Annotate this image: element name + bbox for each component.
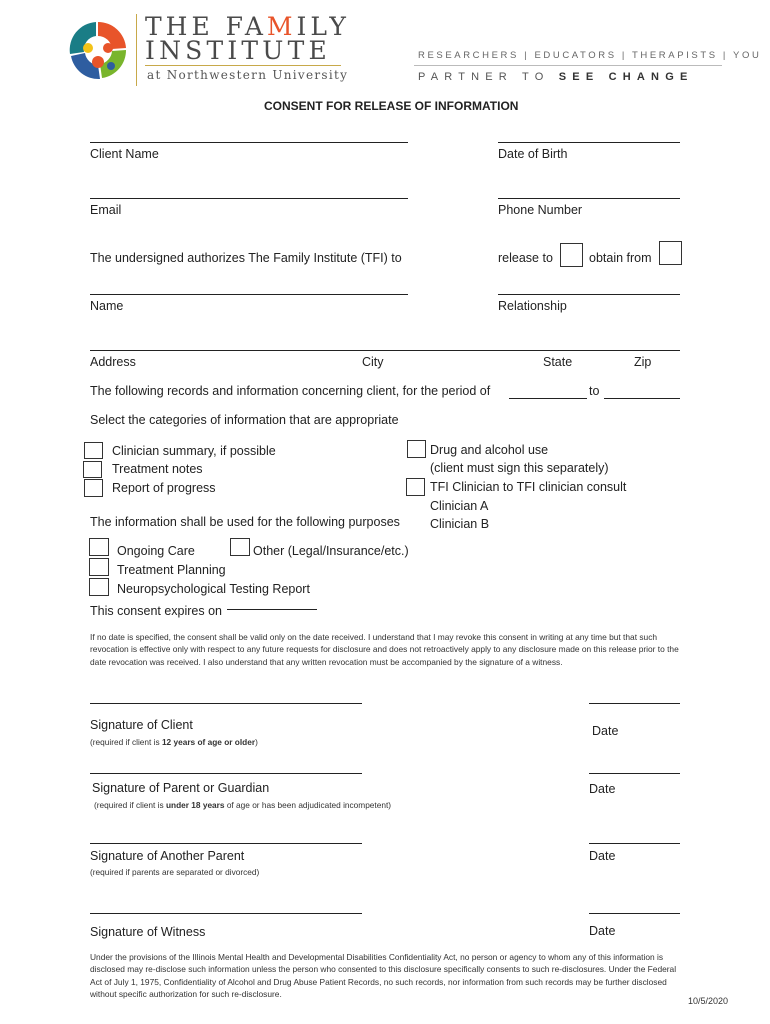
client-name-field[interactable] bbox=[90, 142, 408, 143]
period-to-field[interactable] bbox=[604, 398, 680, 399]
witness-date-label: Date bbox=[589, 924, 616, 938]
period-to-label: to bbox=[589, 384, 600, 398]
guardian-signature-label: Signature of Parent or Guardian bbox=[92, 781, 270, 795]
treatment-planning-label: Treatment Planning bbox=[117, 563, 226, 577]
logo-title-line2: INSTITUTE bbox=[145, 36, 331, 65]
clinician-a-label: Clinician A bbox=[430, 499, 489, 513]
client-signature-note: (required if client is 12 years of age or older) bbox=[90, 737, 258, 747]
obtain-from-label: obtain from bbox=[589, 251, 652, 265]
drug-alcohol-checkbox[interactable] bbox=[407, 440, 426, 458]
other-parent-signature-field[interactable] bbox=[90, 843, 362, 844]
treatment-notes-checkbox[interactable] bbox=[83, 461, 102, 478]
tagline-rule bbox=[414, 65, 722, 66]
expires-date-field[interactable] bbox=[227, 609, 317, 610]
report-progress-checkbox[interactable] bbox=[84, 479, 103, 497]
other-parent-signature-label: Signature of Another Parent bbox=[90, 849, 245, 863]
logo-emblem bbox=[66, 18, 130, 86]
revocation-paragraph: If no date is specified, the consent shall be valid only on the date received. I understand that I may revoke this consent in writing at any time but that such revocation is effective only with respect to any future requests for disclosure and does not retroactively apply to any disclosure made on this release prior to the date revocation was received. I also understand that any written revocation must be accompanied by the signature of a witness. bbox=[90, 632, 679, 667]
ongoing-care-checkbox[interactable] bbox=[89, 538, 109, 556]
period-from-field[interactable] bbox=[509, 398, 587, 399]
drug-alcohol-label: Drug and alcohol use bbox=[430, 443, 549, 457]
witness-signature-field[interactable] bbox=[90, 913, 362, 914]
authorize-text: The undersigned authorizes The Family Institute (TFI) to bbox=[90, 251, 402, 265]
release-to-checkbox[interactable] bbox=[560, 243, 583, 267]
clinician-summary-checkbox[interactable] bbox=[84, 442, 103, 459]
state-label: State bbox=[543, 355, 573, 369]
phone-label: Phone Number bbox=[498, 203, 583, 217]
zip-label: Zip bbox=[634, 355, 652, 369]
dob-field[interactable] bbox=[498, 142, 680, 143]
recipient-name-field[interactable] bbox=[90, 294, 408, 295]
other-parent-date-field[interactable] bbox=[589, 843, 680, 844]
drug-alcohol-note: (client must sign this separately) bbox=[430, 461, 609, 475]
version-date: 10/5/2020 bbox=[688, 996, 729, 1006]
family-circle-icon bbox=[66, 18, 130, 86]
neuro-testing-label: Neuropsychological Testing Report bbox=[117, 582, 310, 596]
relationship-field[interactable] bbox=[498, 294, 680, 295]
clinician-b-label: Clinician B bbox=[430, 517, 490, 531]
other-parent-signature-note: (required if parents are separated or divorced) bbox=[90, 867, 260, 877]
client-signature-field[interactable] bbox=[90, 703, 362, 704]
client-date-field[interactable] bbox=[589, 703, 680, 704]
guardian-signature-field[interactable] bbox=[90, 773, 362, 774]
treatment-notes-label: Treatment notes bbox=[112, 462, 203, 476]
treatment-planning-checkbox[interactable] bbox=[89, 558, 109, 576]
header-tagline: RESEARCHERS | EDUCATORS | THERAPISTS | YOU bbox=[418, 50, 762, 61]
guardian-date-label: Date bbox=[589, 782, 616, 796]
form-title: CONSENT FOR RELEASE OF INFORMATION bbox=[264, 99, 519, 113]
client-signature-label: Signature of Client bbox=[90, 718, 193, 732]
purposes-intro: The information shall be used for the following purposes bbox=[90, 515, 400, 529]
other-parent-date-label: Date bbox=[589, 849, 616, 863]
client-name-label: Client Name bbox=[90, 147, 159, 161]
witness-signature-label: Signature of Witness bbox=[90, 925, 206, 939]
tfi-consult-checkbox[interactable] bbox=[406, 478, 425, 496]
tfi-consult-label: TFI Clinician to TFI clinician consult bbox=[430, 480, 627, 494]
obtain-from-checkbox[interactable] bbox=[659, 241, 682, 265]
address-label: Address bbox=[90, 355, 136, 369]
expires-label: This consent expires on bbox=[90, 604, 223, 618]
dob-label: Date of Birth bbox=[498, 147, 568, 161]
witness-date-field[interactable] bbox=[589, 913, 680, 914]
city-label: City bbox=[362, 355, 384, 369]
recipient-name-label: Name bbox=[90, 299, 124, 313]
phone-field[interactable] bbox=[498, 198, 680, 199]
email-field[interactable] bbox=[90, 198, 408, 199]
email-label: Email bbox=[90, 203, 122, 217]
logo-title-line1: THE FAMILY bbox=[145, 12, 350, 41]
other-purpose-checkbox[interactable] bbox=[230, 538, 250, 556]
report-progress-label: Report of progress bbox=[112, 481, 216, 495]
neuro-testing-checkbox[interactable] bbox=[89, 578, 109, 596]
ongoing-care-label: Ongoing Care bbox=[117, 544, 195, 558]
guardian-signature-note: (required if client is under 18 years of age or has been adjudicated incompetent) bbox=[94, 800, 392, 810]
guardian-date-field[interactable] bbox=[589, 773, 680, 774]
confidentiality-footer: Under the provisions of the Illinois Mental Health and Developmental Disabilities Confidentiality Act, no person or agency to whom any of this information is disclosed may re-disclose such information unless the person who consented to this disclosure specifically consents to such re-disclosures. Under the Federal Act of July 1, 1975, Confidentiality of Alcohol and Drug Abuse Patient Records, no such records, nor information from such records may be further disclosed without specific authorization for such re-disclosure. bbox=[90, 952, 677, 999]
records-period-text: The following records and information concerning client, for the period of bbox=[90, 384, 491, 398]
logo-underline bbox=[145, 65, 341, 66]
client-date-label: Date bbox=[592, 724, 619, 738]
relationship-label: Relationship bbox=[498, 299, 567, 313]
logo-divider bbox=[136, 14, 137, 86]
clinician-summary-label: Clinician summary, if possible bbox=[112, 444, 276, 458]
logo-subtitle: at Northwestern University bbox=[147, 68, 349, 82]
address-field[interactable] bbox=[90, 350, 680, 351]
categories-intro: Select the categories of information that are appropriate bbox=[90, 413, 399, 427]
release-to-label: release to bbox=[498, 251, 553, 265]
header-partner-slogan: PARTNER TO SEE CHANGE bbox=[418, 71, 694, 83]
other-purpose-label: Other (Legal/Insurance/etc.) bbox=[253, 544, 409, 558]
